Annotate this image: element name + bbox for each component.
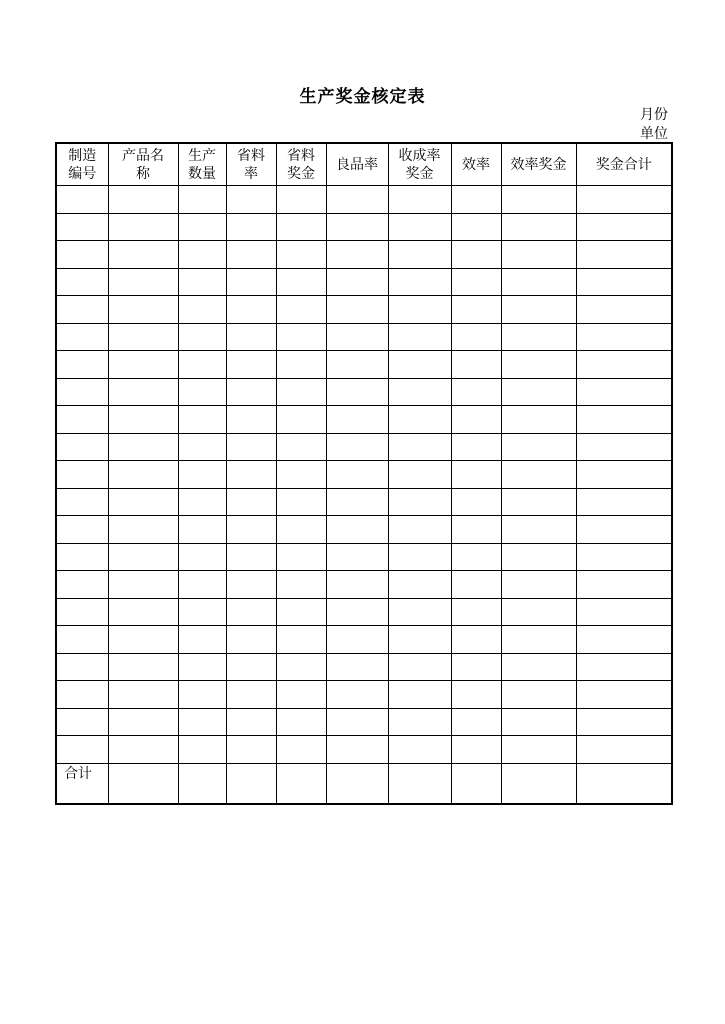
table-cell[interactable] bbox=[108, 598, 178, 626]
table-cell[interactable] bbox=[276, 653, 326, 681]
table-cell[interactable] bbox=[501, 433, 576, 461]
table-cell[interactable] bbox=[501, 653, 576, 681]
table-row bbox=[56, 186, 672, 214]
table-row bbox=[56, 571, 672, 599]
table-cell[interactable] bbox=[226, 433, 276, 461]
table-cell[interactable] bbox=[451, 488, 501, 516]
table-cell[interactable] bbox=[501, 571, 576, 599]
table-row bbox=[56, 268, 672, 296]
col-header-material-saving-rate: 省料 率 bbox=[226, 143, 276, 186]
table-cell[interactable] bbox=[226, 323, 276, 351]
table-cell[interactable] bbox=[276, 351, 326, 379]
table-cell[interactable] bbox=[388, 736, 451, 764]
table-cell[interactable] bbox=[108, 213, 178, 241]
table-cell[interactable] bbox=[56, 351, 108, 379]
table-cell[interactable] bbox=[226, 571, 276, 599]
table-cell[interactable] bbox=[108, 543, 178, 571]
table-cell[interactable] bbox=[388, 653, 451, 681]
table-cell[interactable] bbox=[451, 626, 501, 654]
table-cell[interactable] bbox=[56, 653, 108, 681]
table-cell[interactable] bbox=[108, 406, 178, 434]
table-cell[interactable] bbox=[326, 708, 388, 736]
table-cell[interactable] bbox=[108, 626, 178, 654]
table-cell[interactable] bbox=[451, 186, 501, 214]
table-cell[interactable] bbox=[276, 571, 326, 599]
table-cell[interactable] bbox=[276, 681, 326, 709]
table-cell[interactable] bbox=[56, 241, 108, 269]
table-cell[interactable] bbox=[226, 296, 276, 324]
col-header-production-qty: 生产 数量 bbox=[178, 143, 226, 186]
form-body bbox=[56, 186, 672, 804]
table-cell[interactable] bbox=[108, 296, 178, 324]
col-header-efficiency-bonus: 效率奖金 bbox=[501, 143, 576, 186]
table-cell[interactable] bbox=[178, 488, 226, 516]
table-cell[interactable] bbox=[276, 213, 326, 241]
table-cell[interactable] bbox=[226, 626, 276, 654]
table-cell[interactable] bbox=[326, 433, 388, 461]
table-cell[interactable] bbox=[501, 736, 576, 764]
table-cell[interactable] bbox=[178, 736, 226, 764]
table-cell[interactable] bbox=[108, 488, 178, 516]
table-cell[interactable] bbox=[576, 736, 672, 764]
table-cell[interactable] bbox=[501, 186, 576, 214]
table-cell[interactable] bbox=[178, 213, 226, 241]
table-cell[interactable] bbox=[56, 323, 108, 351]
table-cell[interactable] bbox=[451, 433, 501, 461]
table-row bbox=[56, 516, 672, 544]
table-cell[interactable] bbox=[388, 543, 451, 571]
table-cell[interactable] bbox=[56, 626, 108, 654]
table-row bbox=[56, 351, 672, 379]
table-cell[interactable] bbox=[388, 378, 451, 406]
col-header-bonus-total: 奖金合计 bbox=[576, 143, 672, 186]
month-label: 月份 bbox=[640, 107, 668, 123]
table-cell[interactable] bbox=[178, 241, 226, 269]
table-cell[interactable] bbox=[576, 708, 672, 736]
table-cell[interactable] bbox=[576, 406, 672, 434]
table-row bbox=[56, 598, 672, 626]
table-cell[interactable] bbox=[108, 433, 178, 461]
table-cell[interactable] bbox=[451, 461, 501, 489]
table-cell[interactable] bbox=[501, 461, 576, 489]
table-cell[interactable] bbox=[451, 708, 501, 736]
table-cell[interactable] bbox=[108, 378, 178, 406]
table-cell[interactable] bbox=[576, 626, 672, 654]
table-cell[interactable] bbox=[326, 213, 388, 241]
table-cell[interactable] bbox=[276, 626, 326, 654]
table-cell[interactable] bbox=[388, 433, 451, 461]
table-cell[interactable] bbox=[576, 763, 672, 804]
table-cell[interactable] bbox=[451, 598, 501, 626]
table-cell[interactable] bbox=[576, 461, 672, 489]
table-cell[interactable] bbox=[108, 681, 178, 709]
table-cell[interactable] bbox=[178, 681, 226, 709]
table-cell[interactable] bbox=[451, 241, 501, 269]
table-cell[interactable] bbox=[326, 516, 388, 544]
col-header-product-name: 产品名 称 bbox=[108, 143, 178, 186]
table-row bbox=[56, 241, 672, 269]
table-cell[interactable] bbox=[388, 488, 451, 516]
table-cell[interactable] bbox=[178, 598, 226, 626]
table-cell[interactable] bbox=[501, 626, 576, 654]
table-cell[interactable] bbox=[501, 378, 576, 406]
table-cell[interactable] bbox=[178, 186, 226, 214]
table-cell[interactable] bbox=[501, 323, 576, 351]
table-cell[interactable] bbox=[326, 268, 388, 296]
table-cell[interactable] bbox=[388, 598, 451, 626]
total-label: 合计 bbox=[56, 763, 108, 804]
table-row bbox=[56, 433, 672, 461]
table-cell[interactable] bbox=[576, 571, 672, 599]
table-cell[interactable] bbox=[451, 543, 501, 571]
table-cell[interactable] bbox=[501, 708, 576, 736]
col-header-manufacture-no: 制造 编号 bbox=[56, 143, 108, 186]
header-row bbox=[56, 143, 672, 186]
table-cell[interactable] bbox=[56, 296, 108, 324]
table-cell[interactable] bbox=[56, 268, 108, 296]
table-cell[interactable] bbox=[388, 268, 451, 296]
table-cell[interactable] bbox=[276, 598, 326, 626]
table-cell[interactable] bbox=[501, 213, 576, 241]
table-cell[interactable] bbox=[576, 543, 672, 571]
table-cell[interactable] bbox=[56, 461, 108, 489]
table-cell[interactable] bbox=[576, 186, 672, 214]
table-cell[interactable] bbox=[388, 296, 451, 324]
table-cell[interactable] bbox=[326, 736, 388, 764]
table-cell[interactable] bbox=[178, 653, 226, 681]
table-row bbox=[56, 323, 672, 351]
table-cell[interactable] bbox=[451, 213, 501, 241]
table-cell[interactable] bbox=[326, 241, 388, 269]
table-cell[interactable] bbox=[178, 378, 226, 406]
table-row bbox=[56, 708, 672, 736]
table-cell[interactable] bbox=[576, 433, 672, 461]
table-row bbox=[56, 378, 672, 406]
table-cell[interactable] bbox=[576, 653, 672, 681]
table-cell[interactable] bbox=[226, 378, 276, 406]
table-cell[interactable] bbox=[326, 461, 388, 489]
table-cell[interactable] bbox=[178, 516, 226, 544]
table-cell[interactable] bbox=[388, 241, 451, 269]
table-row bbox=[56, 406, 672, 434]
table-cell[interactable] bbox=[501, 681, 576, 709]
table-cell[interactable] bbox=[576, 598, 672, 626]
table-cell[interactable] bbox=[388, 571, 451, 599]
table-row bbox=[56, 488, 672, 516]
table-cell[interactable] bbox=[276, 736, 326, 764]
table-cell[interactable] bbox=[326, 571, 388, 599]
table-cell[interactable] bbox=[276, 461, 326, 489]
table-cell[interactable] bbox=[326, 296, 388, 324]
table-cell[interactable] bbox=[178, 543, 226, 571]
table-cell[interactable] bbox=[178, 351, 226, 379]
table-cell[interactable] bbox=[326, 653, 388, 681]
table-cell[interactable] bbox=[576, 488, 672, 516]
table-cell[interactable] bbox=[178, 763, 226, 804]
table-cell[interactable] bbox=[388, 516, 451, 544]
bonus-form-table bbox=[55, 142, 673, 805]
table-cell[interactable] bbox=[178, 708, 226, 736]
table-cell[interactable] bbox=[388, 213, 451, 241]
table-cell[interactable] bbox=[226, 461, 276, 489]
table-cell[interactable] bbox=[56, 598, 108, 626]
table-cell[interactable] bbox=[226, 406, 276, 434]
table-cell[interactable] bbox=[226, 351, 276, 379]
table-cell[interactable] bbox=[108, 461, 178, 489]
table-cell[interactable] bbox=[326, 378, 388, 406]
table-cell[interactable] bbox=[326, 488, 388, 516]
table-cell[interactable] bbox=[388, 681, 451, 709]
table-cell[interactable] bbox=[501, 763, 576, 804]
table-cell[interactable] bbox=[226, 241, 276, 269]
table-cell[interactable] bbox=[576, 213, 672, 241]
table-cell[interactable] bbox=[276, 708, 326, 736]
table-cell[interactable] bbox=[451, 763, 501, 804]
table-cell[interactable] bbox=[326, 681, 388, 709]
table-cell[interactable] bbox=[226, 763, 276, 804]
table-cell[interactable] bbox=[226, 543, 276, 571]
table-cell[interactable] bbox=[276, 543, 326, 571]
table-cell[interactable] bbox=[576, 323, 672, 351]
table-cell[interactable] bbox=[326, 626, 388, 654]
table-cell[interactable] bbox=[56, 571, 108, 599]
col-header-efficiency: 效率 bbox=[451, 143, 501, 186]
table-cell[interactable] bbox=[56, 406, 108, 434]
table-cell[interactable] bbox=[56, 378, 108, 406]
table-cell[interactable] bbox=[501, 598, 576, 626]
table-cell[interactable] bbox=[56, 488, 108, 516]
table-cell[interactable] bbox=[178, 323, 226, 351]
col-header-material-saving-bonus: 省料 奖金 bbox=[276, 143, 326, 186]
table-cell[interactable] bbox=[276, 488, 326, 516]
table-cell[interactable] bbox=[388, 708, 451, 736]
table-cell[interactable] bbox=[501, 543, 576, 571]
table-cell[interactable] bbox=[576, 516, 672, 544]
table-row bbox=[56, 681, 672, 709]
table-cell[interactable] bbox=[276, 406, 326, 434]
table-cell[interactable] bbox=[388, 461, 451, 489]
table-cell[interactable] bbox=[388, 626, 451, 654]
table-cell[interactable] bbox=[576, 296, 672, 324]
table-cell[interactable] bbox=[276, 268, 326, 296]
table-cell[interactable] bbox=[56, 213, 108, 241]
table-row bbox=[56, 543, 672, 571]
table-row bbox=[56, 296, 672, 324]
table-cell[interactable] bbox=[178, 461, 226, 489]
table-cell[interactable] bbox=[56, 543, 108, 571]
table-cell[interactable] bbox=[108, 763, 178, 804]
col-header-harvest-rate-bonus: 收成率 奖金 bbox=[388, 143, 451, 186]
table-cell[interactable] bbox=[56, 516, 108, 544]
table-cell[interactable] bbox=[388, 763, 451, 804]
table-cell[interactable] bbox=[108, 186, 178, 214]
table-cell[interactable] bbox=[501, 488, 576, 516]
table-cell[interactable] bbox=[226, 653, 276, 681]
table-cell[interactable] bbox=[108, 571, 178, 599]
table-cell[interactable] bbox=[451, 323, 501, 351]
table-cell[interactable] bbox=[451, 351, 501, 379]
table-cell[interactable] bbox=[226, 268, 276, 296]
table-cell[interactable] bbox=[108, 241, 178, 269]
table-cell[interactable] bbox=[108, 323, 178, 351]
table-cell[interactable] bbox=[178, 626, 226, 654]
table-cell[interactable] bbox=[501, 268, 576, 296]
table-row bbox=[56, 626, 672, 654]
table-cell[interactable] bbox=[451, 516, 501, 544]
table-cell[interactable] bbox=[576, 268, 672, 296]
table-cell[interactable] bbox=[326, 406, 388, 434]
table-cell[interactable] bbox=[226, 213, 276, 241]
table-cell[interactable] bbox=[226, 736, 276, 764]
table-cell[interactable] bbox=[451, 736, 501, 764]
table-cell[interactable] bbox=[501, 241, 576, 269]
form-title: 生产奖金核定表 bbox=[299, 87, 426, 107]
table-cell[interactable] bbox=[451, 296, 501, 324]
table-cell[interactable] bbox=[326, 351, 388, 379]
table-cell[interactable] bbox=[451, 406, 501, 434]
table-cell[interactable] bbox=[576, 681, 672, 709]
table-cell[interactable] bbox=[108, 268, 178, 296]
table-cell[interactable] bbox=[388, 406, 451, 434]
table-cell[interactable] bbox=[178, 433, 226, 461]
table-cell[interactable] bbox=[576, 351, 672, 379]
col-header-yield-rate: 良品率 bbox=[326, 143, 388, 186]
table-cell[interactable] bbox=[56, 708, 108, 736]
table-cell[interactable] bbox=[501, 351, 576, 379]
table-cell[interactable] bbox=[501, 406, 576, 434]
table-cell[interactable] bbox=[326, 543, 388, 571]
table-cell[interactable] bbox=[576, 378, 672, 406]
table-cell[interactable] bbox=[56, 186, 108, 214]
table-cell[interactable] bbox=[56, 681, 108, 709]
table-cell[interactable] bbox=[276, 186, 326, 214]
table-cell[interactable] bbox=[178, 571, 226, 599]
table-row bbox=[56, 736, 672, 764]
table-cell[interactable] bbox=[178, 268, 226, 296]
table-cell[interactable] bbox=[178, 296, 226, 324]
table-cell[interactable] bbox=[576, 241, 672, 269]
table-cell[interactable] bbox=[276, 516, 326, 544]
table-cell[interactable] bbox=[388, 186, 451, 214]
table-cell[interactable] bbox=[56, 433, 108, 461]
table-cell[interactable] bbox=[226, 708, 276, 736]
table-cell[interactable] bbox=[108, 516, 178, 544]
table-cell[interactable] bbox=[451, 378, 501, 406]
table-cell[interactable] bbox=[451, 681, 501, 709]
table-cell[interactable] bbox=[226, 488, 276, 516]
unit-label: 单位 bbox=[640, 126, 668, 142]
table-cell[interactable] bbox=[108, 351, 178, 379]
table-cell[interactable] bbox=[388, 351, 451, 379]
table-cell[interactable] bbox=[108, 653, 178, 681]
table-cell[interactable] bbox=[326, 186, 388, 214]
table-cell[interactable] bbox=[178, 406, 226, 434]
table-cell[interactable] bbox=[451, 653, 501, 681]
total-row bbox=[56, 763, 672, 804]
table-cell[interactable] bbox=[451, 268, 501, 296]
table-cell[interactable] bbox=[451, 571, 501, 599]
table-cell[interactable] bbox=[276, 433, 326, 461]
table-cell[interactable] bbox=[276, 296, 326, 324]
table-row bbox=[56, 213, 672, 241]
table-cell[interactable] bbox=[276, 241, 326, 269]
table-cell[interactable] bbox=[326, 598, 388, 626]
table-cell[interactable] bbox=[276, 378, 326, 406]
table-cell[interactable] bbox=[108, 736, 178, 764]
table-cell[interactable] bbox=[388, 323, 451, 351]
table-cell[interactable] bbox=[276, 763, 326, 804]
table-cell[interactable] bbox=[226, 681, 276, 709]
table-row bbox=[56, 461, 672, 489]
table-cell[interactable] bbox=[226, 186, 276, 214]
table-cell[interactable] bbox=[276, 323, 326, 351]
table-cell[interactable] bbox=[108, 708, 178, 736]
table-cell[interactable] bbox=[501, 296, 576, 324]
table-row bbox=[56, 653, 672, 681]
table-cell[interactable] bbox=[226, 598, 276, 626]
table-cell[interactable] bbox=[226, 516, 276, 544]
table-cell[interactable] bbox=[56, 736, 108, 764]
table-cell[interactable] bbox=[326, 323, 388, 351]
table-cell[interactable] bbox=[326, 763, 388, 804]
table-cell[interactable] bbox=[501, 516, 576, 544]
